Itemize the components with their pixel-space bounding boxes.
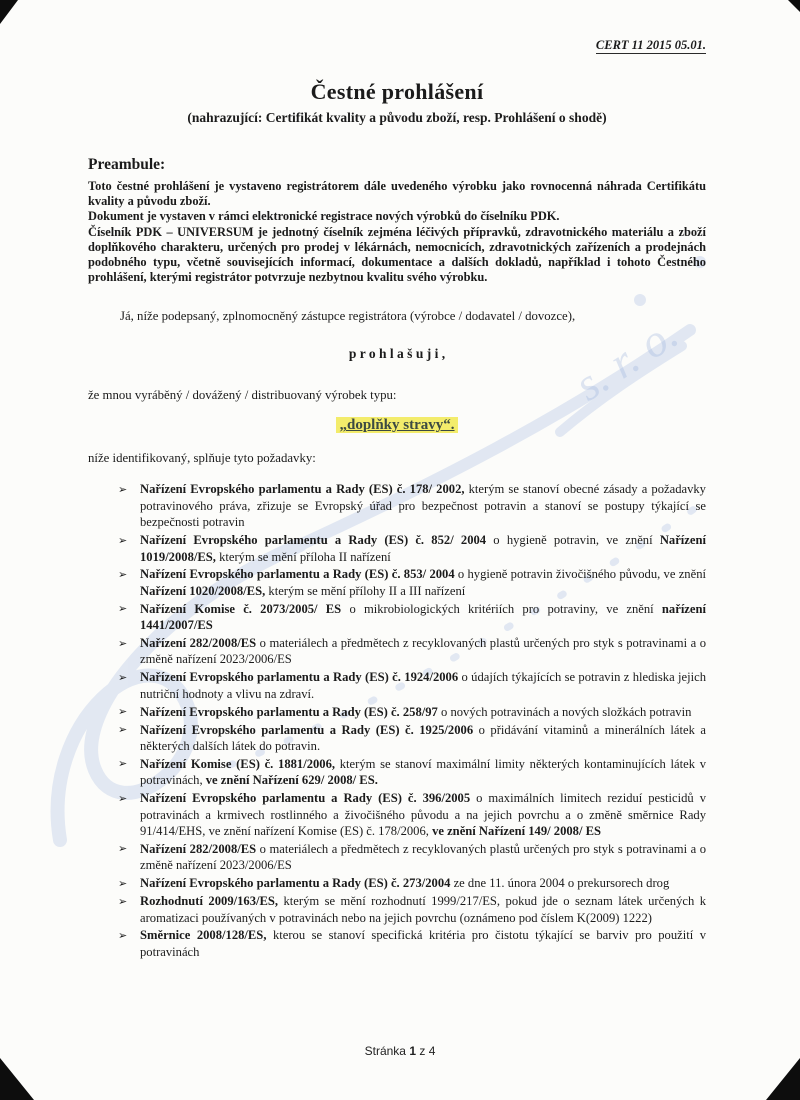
list-bullet-icon: ➢ xyxy=(118,792,128,805)
preambule-heading: Preambule: xyxy=(88,156,166,173)
footer-suffix: z 4 xyxy=(419,1044,436,1058)
preambule-paragraph: Dokument je vystaven v rámci elektronické registrace nových výrobků do číselníku PDK. xyxy=(88,209,560,224)
list-bullet-icon: ➢ xyxy=(118,929,128,942)
product-type-highlight-row xyxy=(88,416,706,434)
list-bullet-icon: ➢ xyxy=(118,483,128,496)
product-type-line: že mnou vyráběný / dovážený / distribuovaný výrobek typu: xyxy=(88,388,397,403)
requirement-item: ➢ Nařízení Evropského parlamentu a Rady (ES) č. 258/97 o nových potravinách a nových složkách potravin xyxy=(118,704,692,719)
requirement-item: ➢ Nařízení Evropského parlamentu a Rady (ES) č. 1924/2006 o údajích týkajících se potravin z hlediska jejich nutriční hodnoty a vlivu na zdraví. xyxy=(118,670,706,701)
requirement-item: ➢ Nařízení Komise č. 2073/2005/ ES o mikrobiologických kritériích pro potraviny, ve znění nařízení 1441/2007/ES xyxy=(118,601,706,633)
list-bullet-icon: ➢ xyxy=(118,877,128,890)
requirement-item: ➢ Nařízení Evropského parlamentu a Rady (ES) č. 1925/2006 o přidávání vitaminů a minerálních látek a některých dalších látek do potravin. xyxy=(118,722,706,754)
footer-page-number: 1 xyxy=(409,1044,417,1058)
list-bullet-icon: ➢ xyxy=(118,706,128,719)
requirements-list xyxy=(88,481,706,960)
list-bullet-icon: ➢ xyxy=(118,758,128,771)
requirement-item: ➢ Nařízení Komise (ES) č. 1881/2006, kterým se stanoví maximální limity některých kontaminujících látek v potravinách, ve znění Nařízení 629/ 2008/ ES. xyxy=(118,756,706,788)
requirement-item: ➢ Nařízení 282/2008/ES o materiálech a předmětech z recyklovaných plastů určených pro styk s potravinami a o změně nařízení 2023/2006/ES xyxy=(118,841,706,873)
declaration-verb: p r o h l a š u j i , xyxy=(348,346,446,362)
requirements-intro: níže identifikovaný, splňuje tyto požadavky: xyxy=(88,451,316,466)
preambule-paragraphs xyxy=(88,179,706,285)
document-title: Čestné prohlášení xyxy=(310,79,484,104)
list-bullet-icon: ➢ xyxy=(118,568,128,581)
list-bullet-icon: ➢ xyxy=(118,671,128,684)
scan-corner-artifact-bottom-right xyxy=(766,1058,800,1100)
product-type-highlight: „doplňky stravy“. xyxy=(336,417,457,433)
preambule-paragraph: Číselník PDK – UNIVERSUM je jednotný číselník zejména léčivých přípravků, zdravotnického materiálu a zboží doplňkového charakteru, určených pro prodej v lékárnách, nemocnicích, zdravotnických zařízeních a prodejnách podobného typu, včetně souvisejících informací, dokumentace a dalších dokladů, například i tohoto Čestného prohlášení, kterými registrátor potvrzuje nezbytnou kvalitu svého výrobku. xyxy=(88,224,706,285)
scan-corner-artifact-top-left xyxy=(0,0,18,24)
requirement-item: ➢ Nařízení Evropského parlamentu a Rady (ES) č. 396/2005 o maximálních limitech reziduí pesticidů v potravinách a krmivech rostlinného a živočišného původu a na jejich povrchu a o změně směrnice Rady 91/414/EHS, ve znění nařízení Komise (ES) č. 178/2006, ve znění Nařízení 149/ 2008/ ES xyxy=(118,791,706,839)
declaration-intro: Já, níže podepsaný, zplnomocněný zástupce registrátora (výrobce / dodavatel / dovozce), xyxy=(120,309,576,324)
preambule-paragraph: Toto čestné prohlášení je vystaveno registrátorem dále uvedeného výrobku jako rovnocenná náhrada Certifikátu kvality a původu zboží. xyxy=(88,179,706,209)
list-bullet-icon: ➢ xyxy=(118,534,128,547)
list-bullet-icon: ➢ xyxy=(118,843,128,856)
list-bullet-icon: ➢ xyxy=(118,603,128,616)
requirement-item: ➢ Nařízení Evropského parlamentu a Rady (ES) č. 852/ 2004 o hygieně potravin, ve znění Nařízení 1019/2008/ES, kterým se mění příloha II nařízení xyxy=(118,533,706,564)
footer-prefix: Stránka xyxy=(364,1044,406,1058)
requirement-item: ➢ Nařízení Evropského parlamentu a Rady (ES) č. 178/ 2002, kterým se stanoví obecné zásady a požadavky potravinového práva, zřizuje se Evropský úřad pro bezpečnost potravin a stanoví se postupy týkající se bezpečnosti potravin xyxy=(118,482,706,530)
requirement-item: ➢ Nařízení Evropského parlamentu a Rady (ES) č. 853/ 2004 o hygieně potravin živočišného původu, ve znění Nařízení 1020/2008/ES, kterým se mění přílohy II a III nařízení xyxy=(118,567,706,598)
scan-corner-artifact-bottom-left xyxy=(0,1058,34,1100)
requirement-item: ➢ Směrnice 2008/128/ES, kterou se stanoví specifická kritéria pro čistotu týkající se barviv pro použití v potravinách xyxy=(118,928,706,959)
watermark-text: s. r. o. xyxy=(565,307,687,411)
requirement-item: ➢ Nařízení 282/2008/ES o materiálech a předmětech z recyklovaných plastů určených pro styk s potravinami a o změně nařízení 2023/2006/ES xyxy=(118,636,706,667)
scan-corner-artifact-top-right xyxy=(788,0,800,12)
page-footer xyxy=(0,1044,800,1058)
list-bullet-icon: ➢ xyxy=(118,637,128,650)
document-reference-code: CERT 11 2015 05.01. xyxy=(595,38,706,52)
requirement-item: ➢ Nařízení Evropského parlamentu a Rady (ES) č. 273/2004 ze dne 11. února 2004 o prekursorech drog xyxy=(118,876,670,891)
list-bullet-icon: ➢ xyxy=(118,895,128,908)
list-bullet-icon: ➢ xyxy=(118,724,128,737)
document-subtitle: (nahrazující: Certifikát kvality a původu zboží, resp. Prohlášení o shodě) xyxy=(187,110,607,125)
requirement-item: ➢ Rozhodnutí 2009/163/ES, kterým se mění rozhodnutí 1999/217/ES, pokud jde o seznam látek určených k aromatizaci používaných v potravinách nebo na jejich povrchu (oznámeno pod číslem K(2009) 1222) xyxy=(118,894,706,925)
